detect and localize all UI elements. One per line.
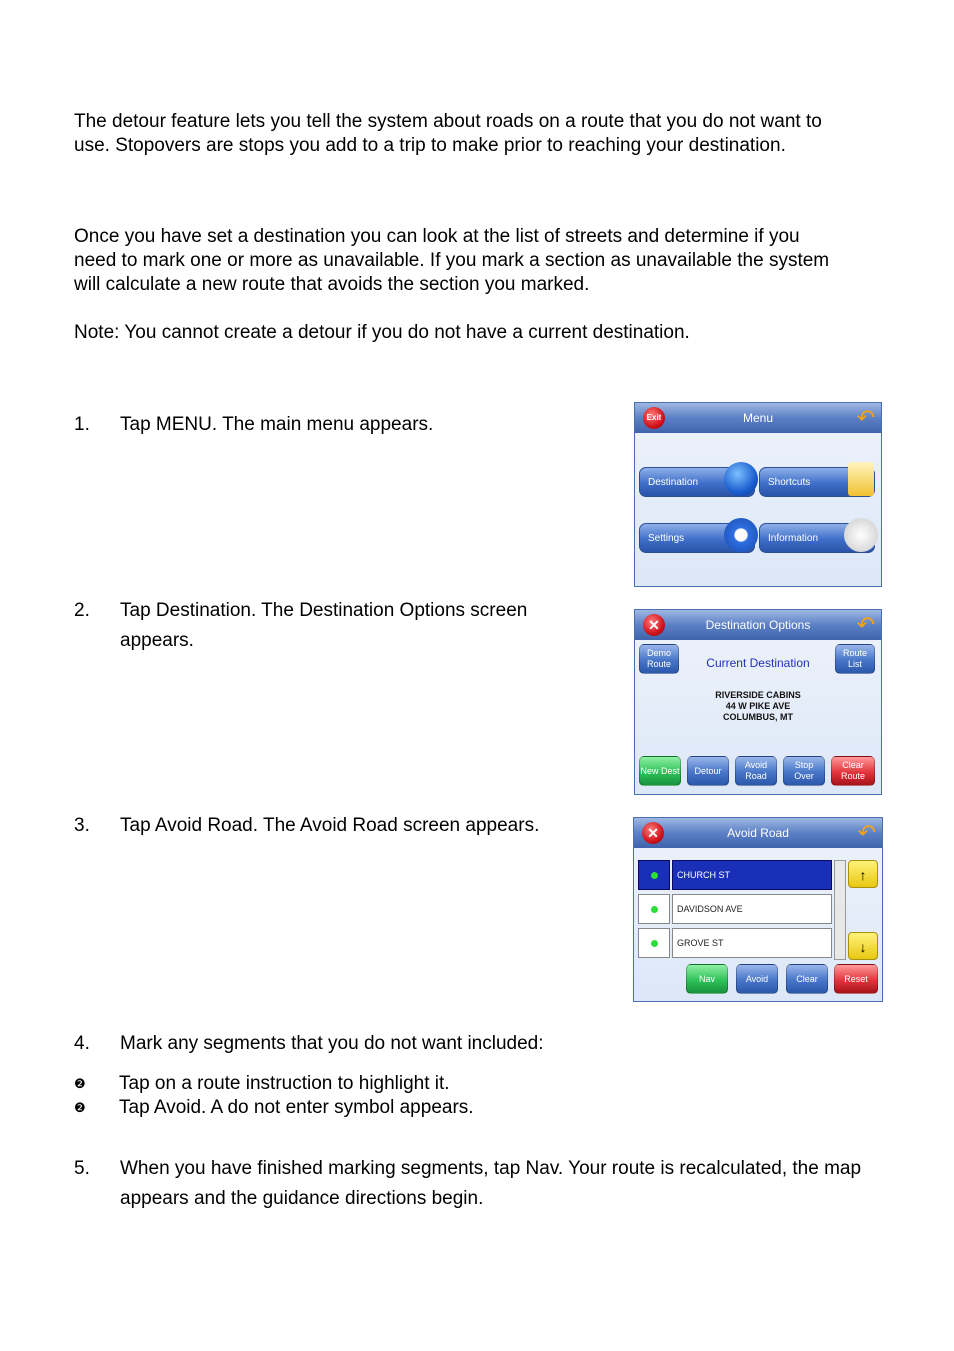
address-line-2: 44 W PIKE AVE: [725, 701, 791, 711]
clear-button[interactable]: Clear: [786, 964, 828, 994]
scroll-up-icon[interactable]: ↑: [848, 860, 878, 888]
step-5-text: When you have finished marking segments, tap Nav. Your route is recalculated, the map appears and the guidance directions begin.: [120, 1158, 862, 1209]
step-4-text: Mark any segments that you do not want included:: [120, 1033, 544, 1054]
detour-button[interactable]: Detour: [687, 756, 729, 786]
avoid-button[interactable]: Avoid: [736, 964, 778, 994]
road-row[interactable]: [638, 928, 832, 958]
back-arrow-icon[interactable]: ↶: [856, 612, 875, 637]
information-label: Information: [768, 533, 819, 544]
reset-button[interactable]: Reset: [834, 964, 878, 994]
note: Note: You cannot create a detour if you do not have a current destination.: [74, 322, 690, 343]
shortcuts-button[interactable]: [759, 467, 875, 497]
step-4-number: 4.: [74, 1033, 90, 1054]
bullet-glyph: ❷: [74, 1076, 86, 1091]
settings-label: Settings: [648, 533, 685, 544]
destination-options-title: Destination Options: [705, 618, 811, 632]
destination-address: [635, 690, 881, 723]
address-line-1: RIVERSIDE CABINS: [715, 690, 801, 700]
step-2-number: 2.: [74, 600, 90, 621]
step-1-number: 1.: [74, 414, 90, 435]
green-dot-icon: [651, 872, 658, 879]
destination-options-screenshot: [634, 609, 882, 795]
status-cell: [638, 860, 670, 890]
status-cell: [638, 928, 670, 958]
intro-line-2: use. Stopovers are stops you add to a trip to make prior to reaching your destination.: [74, 135, 786, 156]
intro-line-1: The detour feature lets you tell the system about roads on a route that you do not want to: [74, 111, 822, 132]
information-button[interactable]: [759, 523, 875, 553]
destination-button[interactable]: [639, 467, 755, 497]
road-row[interactable]: [638, 860, 832, 890]
step-3-number: 3.: [74, 815, 90, 836]
para2-line-3: will calculate a new route that avoids the section you marked.: [74, 274, 590, 295]
back-arrow-icon[interactable]: ↶: [856, 405, 875, 430]
back-arrow-icon[interactable]: ↶: [857, 820, 876, 845]
step-2-text: Tap Destination. The Destination Options screen appears.: [120, 600, 528, 651]
para2-line-1: Once you have set a destination you can look at the list of streets and determine if you: [74, 226, 800, 247]
step-3-text: Tap Avoid Road. The Avoid Road screen appears.: [120, 815, 540, 836]
bullet-1-text: Tap on a route instruction to highlight it.: [119, 1073, 450, 1094]
scroll-down-icon[interactable]: ↓: [848, 932, 878, 960]
green-dot-icon: [651, 940, 658, 947]
settings-icon: [724, 518, 758, 552]
destination-label: Destination: [648, 477, 699, 488]
road-name: CHURCH ST: [672, 860, 832, 890]
exit-button[interactable]: Exit: [643, 407, 665, 429]
bullet-glyph: ❷: [74, 1100, 86, 1115]
para2-line-2: need to mark one or more as unavailable. If you mark a section as unavailable the system: [74, 250, 830, 271]
globe-icon: [724, 462, 758, 496]
close-icon[interactable]: ✕: [643, 614, 665, 636]
settings-button[interactable]: [639, 523, 755, 553]
phone-icon: [844, 518, 878, 552]
demo-route-button[interactable]: Demo Route: [639, 644, 679, 674]
menu-screenshot: [634, 402, 882, 587]
nav-button[interactable]: Nav: [686, 964, 728, 994]
green-dot-icon: [651, 906, 658, 913]
clear-route-button[interactable]: Clear Route: [831, 756, 875, 786]
avoid-road-button[interactable]: Avoid Road: [735, 756, 777, 786]
avoid-road-screenshot: [633, 817, 883, 1002]
road-name: GROVE ST: [672, 928, 832, 958]
box-icon: [848, 462, 874, 496]
close-icon[interactable]: ✕: [642, 822, 664, 844]
menu-title: Menu: [742, 411, 774, 425]
new-dest-button[interactable]: New Dest: [639, 756, 681, 786]
step-5-number: 5.: [74, 1158, 90, 1179]
road-row[interactable]: [638, 894, 832, 924]
shortcuts-label: Shortcuts: [768, 477, 811, 488]
address-line-3: COLUMBUS, MT: [723, 712, 793, 722]
status-cell: [638, 894, 670, 924]
avoid-road-title: Avoid Road: [727, 826, 789, 840]
bullet-2-text: Tap Avoid. A do not enter symbol appears.: [119, 1097, 474, 1118]
current-destination-label: Current Destination: [706, 656, 810, 670]
step-1-text: Tap MENU. The main menu appears.: [120, 414, 434, 435]
stop-over-button[interactable]: Stop Over: [783, 756, 825, 786]
route-list-button[interactable]: Route List: [835, 644, 875, 674]
list-scrollbar[interactable]: [834, 860, 846, 960]
road-name: DAVIDSON AVE: [672, 894, 832, 924]
